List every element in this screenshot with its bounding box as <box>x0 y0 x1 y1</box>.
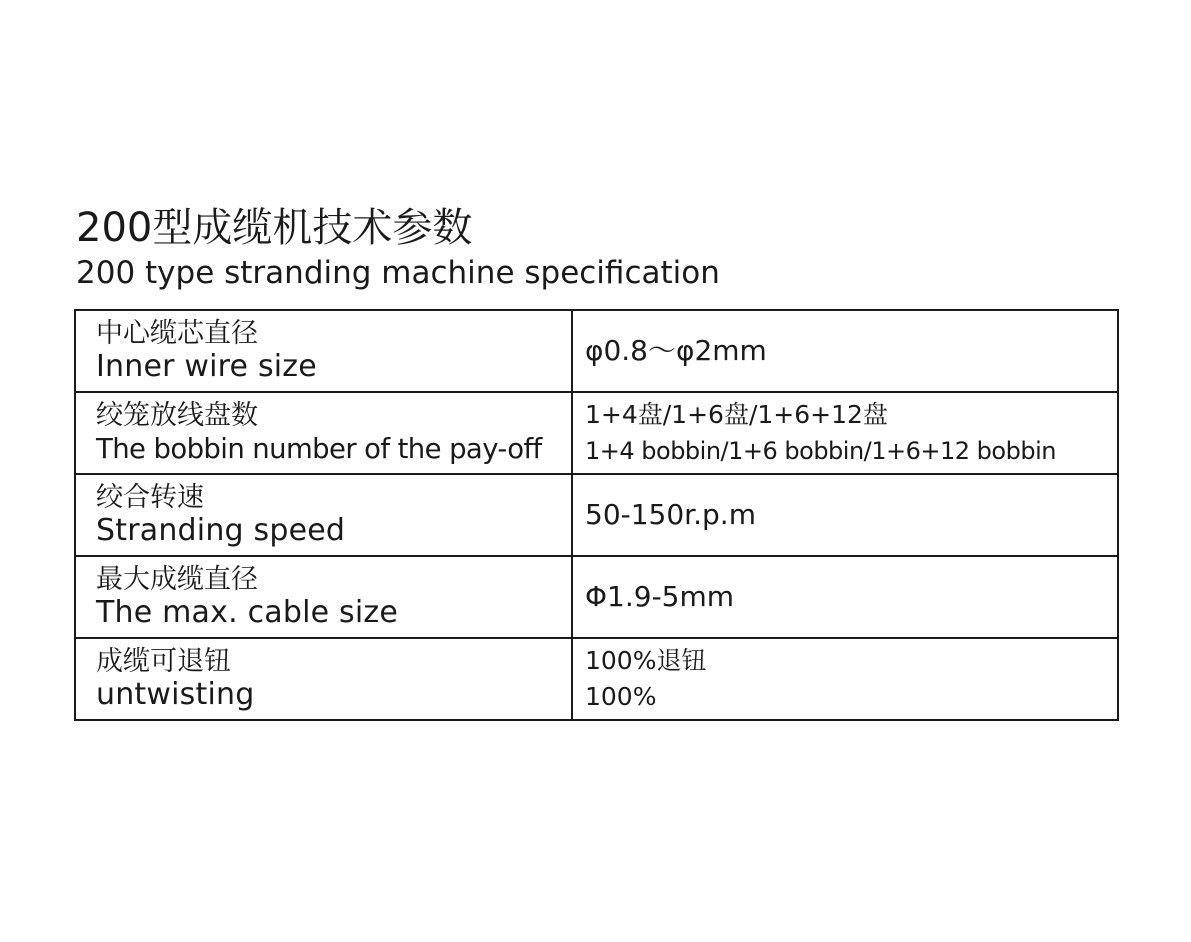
spec-label-english: untwisting <box>96 677 255 712</box>
spec-label-chinese: 成缆可退钮 <box>96 646 231 677</box>
spec-value-cell <box>572 556 1118 638</box>
spec-value-cell <box>572 392 1118 474</box>
spec-value-cell <box>572 310 1118 392</box>
spec-value-line-english: 100% <box>585 682 657 711</box>
spec-row-untwisting <box>75 638 1118 720</box>
spec-label-cell <box>75 310 572 392</box>
spec-label-english: Inner wire size <box>96 349 317 384</box>
title-chinese: 200型成缆机技术参数 <box>76 205 473 251</box>
spec-value-line-chinese: 1+4盘/1+6盘/1+6+12盘 <box>585 400 888 429</box>
spec-label-cell <box>75 556 572 638</box>
spec-value: 50-150r.p.m <box>585 498 756 531</box>
title-english: 200 type stranding machine specification <box>76 255 720 291</box>
spec-label-chinese: 中心缆芯直径 <box>96 318 258 349</box>
spec-value: φ0.8～φ2mm <box>585 334 767 367</box>
spec-label-english: Stranding speed <box>96 513 346 548</box>
spec-row-max-cable-size <box>75 556 1118 638</box>
specification-table <box>74 309 1119 721</box>
spec-value-line-english: 1+4 bobbin/1+6 bobbin/1+6+12 bobbin <box>585 437 1056 465</box>
spec-label-english: The max. cable size <box>96 595 398 630</box>
spec-row-inner-wire-size <box>75 310 1118 392</box>
spec-label-english: The bobbin number of the pay-off <box>96 433 542 465</box>
spec-value: Φ1.9-5mm <box>585 580 735 613</box>
spec-label-chinese: 绞笼放线盘数 <box>96 400 258 431</box>
spec-label-chinese: 绞合转速 <box>96 482 204 513</box>
spec-value-cell <box>572 474 1118 556</box>
spec-value-cell <box>572 638 1118 720</box>
spec-label-chinese: 最大成缆直径 <box>96 564 258 595</box>
spec-label-cell <box>75 392 572 474</box>
spec-label-cell <box>75 474 572 556</box>
spec-row-stranding-speed <box>75 474 1118 556</box>
spec-value-line-chinese: 100%退钮 <box>585 646 707 675</box>
spec-row-bobbin-number <box>75 392 1118 474</box>
spec-label-cell <box>75 638 572 720</box>
